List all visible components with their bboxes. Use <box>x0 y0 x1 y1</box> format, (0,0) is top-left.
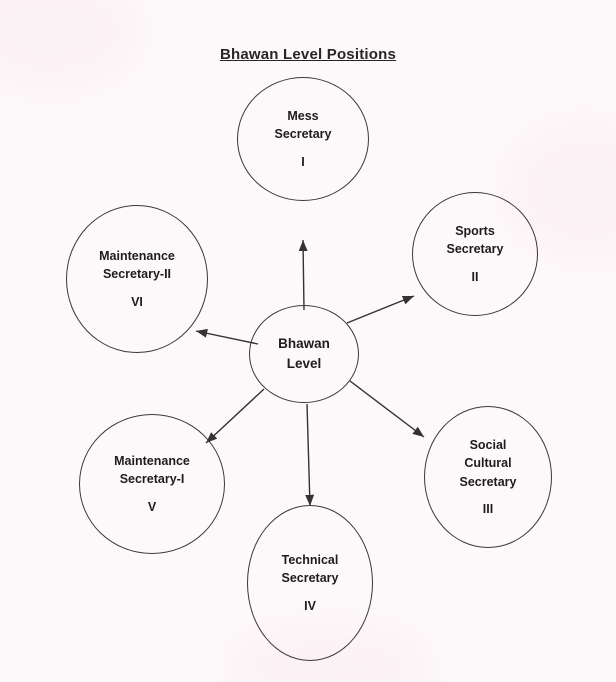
node-bhawan-level[interactable] <box>249 305 359 403</box>
node-line: Level <box>286 356 322 371</box>
node-line: Secretary-I <box>119 472 185 487</box>
node-maintenance-secretary-2[interactable] <box>66 205 208 353</box>
edge-center-to-maintenance-1 <box>206 389 264 443</box>
node-line: Secretary <box>446 242 504 257</box>
node-line: Social <box>469 438 507 453</box>
edge-center-to-maintenance-2 <box>196 331 258 344</box>
node-maintenance-secretary-1[interactable] <box>79 414 225 554</box>
node-line: Cultural <box>464 456 512 471</box>
node-technical-secretary[interactable] <box>247 505 373 661</box>
node-social-cultural-secretary[interactable] <box>424 406 552 548</box>
node-line: Secretary <box>274 127 332 142</box>
node-line: Secretary <box>281 571 339 586</box>
node-roman-numeral: VI <box>131 294 143 309</box>
edge-center-to-sports <box>347 296 414 323</box>
node-roman-numeral: I <box>301 154 305 169</box>
edge-center-to-mess <box>303 240 304 310</box>
node-line: Mess <box>287 109 319 124</box>
node-line: Maintenance <box>114 454 190 469</box>
node-line: Technical <box>281 553 339 568</box>
node-roman-numeral: IV <box>304 598 316 613</box>
node-line: Secretary-II <box>102 267 172 282</box>
node-line: Secretary <box>459 474 517 489</box>
node-line: Maintenance <box>99 249 175 264</box>
node-roman-numeral: V <box>147 499 157 514</box>
node-line: Bhawan <box>278 336 330 352</box>
node-roman-numeral: III <box>482 501 494 516</box>
node-mess-secretary[interactable] <box>237 77 369 201</box>
node-line: Sports <box>455 224 495 239</box>
node-sports-secretary[interactable] <box>412 192 538 316</box>
node-roman-numeral: II <box>471 269 479 284</box>
edge-center-to-social-cultural <box>350 381 424 437</box>
page-title: Bhawan Level Positions <box>219 46 397 63</box>
edge-center-to-technical <box>307 404 310 506</box>
